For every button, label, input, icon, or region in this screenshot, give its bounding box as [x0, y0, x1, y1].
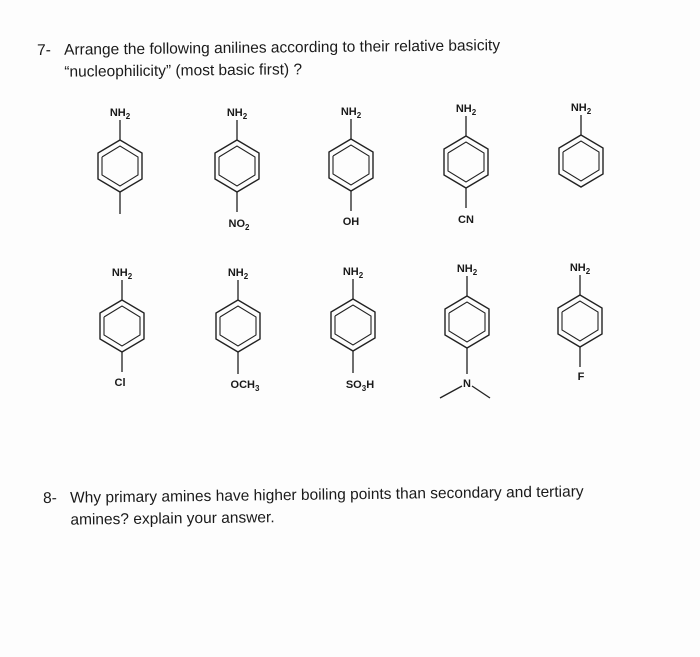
n-n-dimethyl-p-phenylenediamine-structure: [432, 258, 502, 408]
molecule-4-hydroxyaniline: [316, 101, 386, 241]
question-7-line-1: Arrange the following anilines according to their relative basicity: [64, 37, 501, 59]
question-7: [37, 35, 500, 84]
p-aminobenzonitrile-structure: [431, 98, 501, 238]
question-7-number: 7-: [37, 41, 51, 59]
amine-label: $NH_2$: [227, 267, 249, 281]
amine-label: $NH_2$: [342, 266, 364, 280]
amine-label: $NH_2$: [456, 263, 478, 277]
molecule-4-aminobenzenesulfonic-acid: [318, 261, 388, 401]
substituent-label: $OCH_3$: [230, 379, 260, 393]
molecule-4-nitroaniline: [202, 102, 272, 242]
p-toluidine-structure: [85, 102, 155, 232]
substituent-label: $SO_3H$: [345, 379, 375, 393]
amine-label: $NH_2$: [109, 107, 131, 121]
amine-label: $NH_2$: [111, 267, 133, 281]
molecule-4-fluoroaniline: [545, 257, 615, 397]
amine-label: $NH_2$: [570, 102, 592, 116]
molecule-aniline: [546, 97, 616, 197]
aniline-structure: [546, 97, 616, 197]
question-8-line-2: amines? explain your answer.: [70, 509, 275, 529]
molecule-4-methoxyaniline: [203, 262, 273, 402]
substituent-label: CN: [458, 214, 474, 226]
molecule-4-dimethylaminoaniline: [432, 258, 502, 408]
p-chloroaniline-structure: [87, 262, 157, 402]
amine-label: $NH_2$: [569, 262, 591, 276]
p-aminophenol-structure: [316, 101, 386, 241]
molecule-4-cyanoaniline: [431, 98, 501, 238]
sulfanilic-acid-structure: [318, 261, 388, 401]
p-fluoroaniline-structure: [545, 257, 615, 397]
question-8: [43, 481, 584, 532]
question-8-number: 8-: [43, 489, 58, 507]
amine-label: $NH_2$: [340, 106, 362, 120]
substituent-label: OH: [342, 216, 360, 228]
amine-label: $NH_2$: [455, 103, 477, 117]
substituent-label: F: [577, 371, 585, 383]
substituent-label: N: [463, 378, 471, 390]
molecule-4-chloroaniline: [87, 262, 157, 402]
p-anisidine-structure: [203, 262, 273, 402]
amine-label: $NH_2$: [226, 107, 248, 121]
substituent-label: Cl: [114, 377, 126, 389]
question-7-line-2: “nucleophilicity” (most basic first) ?: [64, 61, 303, 81]
substituent-label: $NO_2$: [228, 218, 250, 232]
p-nitroaniline-structure: [202, 102, 272, 242]
molecule-4-methylaniline: [85, 102, 155, 232]
question-8-line-1: Why primary amines have higher boiling points than secondary and tertiary: [70, 483, 584, 507]
